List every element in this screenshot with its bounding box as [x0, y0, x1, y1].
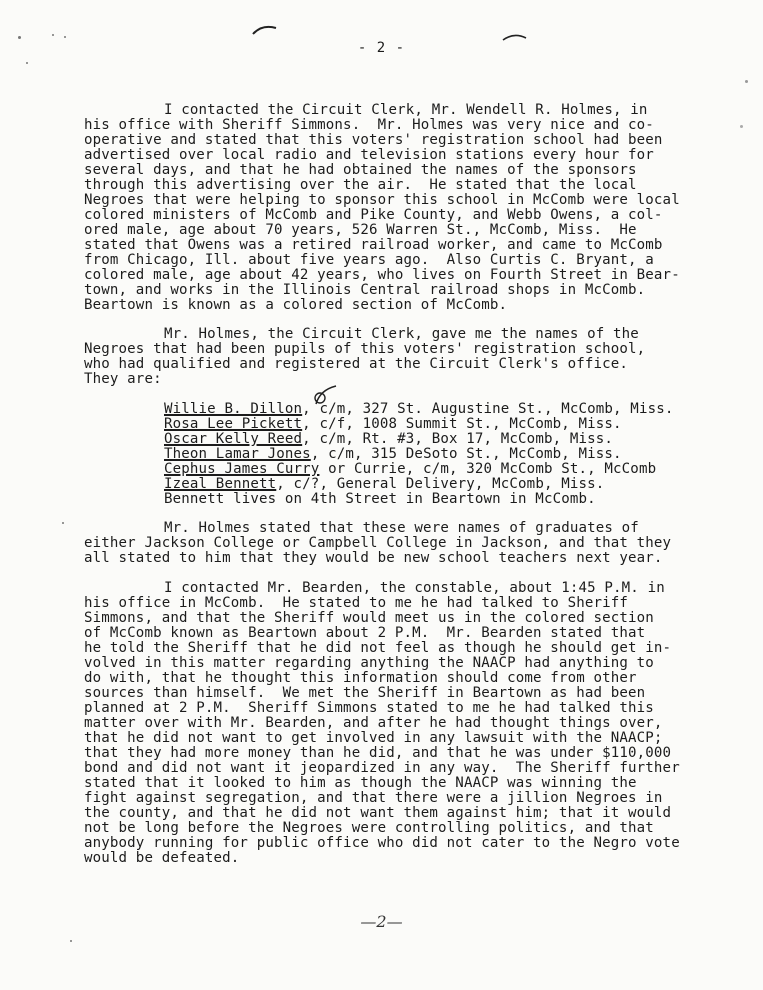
scan-speck [64, 36, 66, 38]
pupil-name: Cephus James Curry [164, 461, 320, 477]
list-item [164, 447, 622, 462]
text-line: town, and works in the Illinois Central railroad shops in McComb. [84, 282, 646, 298]
list-item [164, 417, 622, 432]
list-item [164, 432, 613, 447]
text-line: Beartown is known as a colored section of McComb. [84, 297, 508, 313]
text-line: Negroes that had been pupils of this voters' registration school, [84, 341, 646, 357]
text-line: that he did not want to get involved in any lawsuit with the NAACP; [84, 730, 663, 746]
text-line: would be defeated. [84, 850, 240, 866]
text-line: anybody running for public office who did not cater to the Negro vote [84, 835, 680, 851]
text-line: Mr. Holmes, the Circuit Clerk, gave me the names of the [164, 326, 639, 342]
scan-speck [745, 80, 748, 83]
text-line: colored male, age about 42 years, who lives on Fourth Street in Bear- [84, 267, 680, 283]
text-line: matter over with Mr. Bearden, and after he had thought things over, [84, 715, 663, 731]
list-item [164, 477, 604, 492]
text-line: bond and did not want it jeopardized in any way. The Sheriff further [84, 760, 680, 776]
text-line: They are: [84, 371, 162, 387]
handwritten-page-number: —2— [360, 912, 403, 931]
text-line: he told the Sheriff that he did not feel as though he should get in- [84, 640, 672, 656]
pupil-name: Oscar Kelly Reed [164, 431, 303, 447]
text-line: do with, that he thought this information should come from other [84, 670, 637, 686]
list-item [164, 492, 596, 507]
text-line: operative and stated that this voters' registration school had been [84, 132, 663, 148]
pupil-name: Izeal Bennett [164, 476, 277, 492]
pupil-name: Rosa Lee Pickett [164, 416, 303, 432]
text-line: sources than himself. We met the Sheriff in Beartown as had been [84, 685, 646, 701]
text-line: stated that Owens was a retired railroad worker, and came to McComb [84, 237, 663, 253]
text-line: fight against segregation, and that there were a jillion Negroes in [84, 790, 663, 806]
page-number: - 2 - [357, 40, 406, 56]
scan-speck [18, 36, 21, 39]
pupil-detail: , c/?, General Delivery, McComb, Miss. [276, 476, 605, 492]
text-line: who had qualified and registered at the Circuit Clerk's office. [84, 356, 629, 372]
pupil-name: Theon Lamar Jones [164, 446, 311, 462]
text-line: his office with Sheriff Simmons. Mr. Holmes was very nice and co- [84, 117, 654, 133]
text-line: colored ministers of McComb and Pike County, and Webb Owens, a col- [84, 207, 663, 223]
scan-speck [52, 34, 54, 36]
text-line: his office in McComb. He stated to me he had talked to Sheriff [84, 595, 629, 611]
text-line: Simmons, and that the Sheriff would meet us in the colored section [84, 610, 654, 626]
text-line: from Chicago, Ill. about five years ago. Also Curtis C. Bryant, a [84, 252, 654, 268]
scan-speck [70, 940, 72, 942]
text-line: that they had more money than he did, and that he was under $110,000 [84, 745, 672, 761]
text-line: advertised over local radio and television stations every hour for [84, 147, 654, 163]
text-line: either Jackson College or Campbell College in Jackson, and that they [84, 535, 672, 551]
pupil-detail: , c/m, 315 DeSoto St., McComb, Miss. [310, 446, 622, 462]
text-line: several days, and that he had obtained the names of the sponsors [84, 162, 637, 178]
text-line: not be long before the Negroes were controlling politics, and that [84, 820, 654, 836]
pupil-detail: or Currie, c/m, 320 McComb St., McComb [319, 461, 657, 477]
text-line: of McComb known as Beartown about 2 P.M. Mr. Bearden stated that [84, 625, 646, 641]
text-line: volved in this matter regarding anything the NAACP had anything to [84, 655, 654, 671]
text-line: I contacted the Circuit Clerk, Mr. Wendell R. Holmes, in [164, 102, 648, 118]
pupil-detail: , c/m, 327 St. Augustine St., McComb, Miss. [302, 401, 674, 417]
text-line: ored male, age about 70 years, 526 Warren St., McComb, Miss. He [84, 222, 637, 238]
text-line: I contacted Mr. Bearden, the constable, about 1:45 P.M. in [164, 580, 665, 596]
pupil-detail: , c/f, 1008 Summit St., McComb, Miss. [302, 416, 622, 432]
list-item [164, 402, 673, 417]
pen-mark-icon [310, 384, 340, 410]
scan-speck [26, 62, 28, 64]
pen-mark-icon [250, 22, 280, 38]
text-line: through this advertising over the air. He stated that the local [84, 177, 637, 193]
pupil-detail: Bennett lives on 4th Street in Beartown in McComb. [164, 491, 596, 507]
text-line: stated that it looked to him as though the NAACP was winning the [84, 775, 637, 791]
pupil-detail: , c/m, Rt. #3, Box 17, McComb, Miss. [302, 431, 614, 447]
pen-mark-icon [500, 30, 530, 44]
text-line: all stated to him that they would be new school teachers next year. [84, 550, 663, 566]
pupil-name: Willie B. Dillon [164, 401, 303, 417]
text-line: Negroes that were helping to sponsor this school in McComb were local [84, 192, 680, 208]
text-line: planned at 2 P.M. Sheriff Simmons stated to me he had talked this [84, 700, 654, 716]
scan-speck [62, 522, 64, 524]
scan-speck [740, 125, 743, 128]
text-line: the county, and that he did not want them against him; that it would [84, 805, 672, 821]
list-item [164, 462, 656, 477]
text-line: Mr. Holmes stated that these were names of graduates of [164, 520, 639, 536]
